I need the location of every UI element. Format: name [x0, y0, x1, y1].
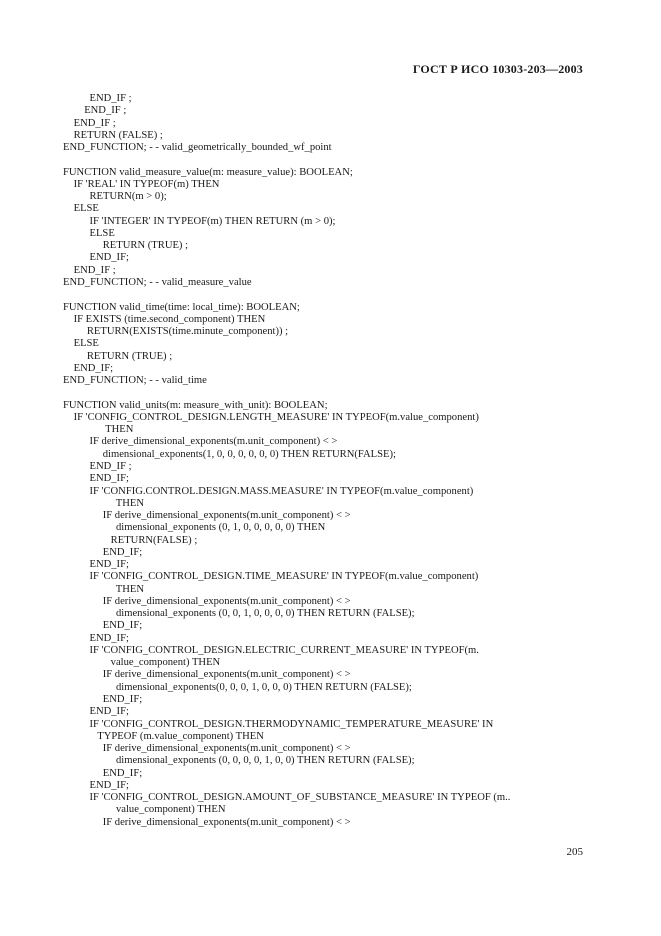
page-number: 205 [566, 846, 583, 858]
code-line: END_IF; [63, 706, 129, 718]
code-line: ELSE [63, 227, 115, 239]
code-line: RETURN(FALSE) ; [63, 534, 198, 546]
code-line: RETURN (FALSE) ; [63, 129, 163, 141]
standard-header: ГОСТ Р ИСО 10303-203—2003 [412, 62, 583, 76]
code-line: IF 'INTEGER' IN TYPEOF(m) THEN RETURN (m > 0); [63, 215, 336, 227]
code-line: END_IF; [63, 362, 114, 374]
code-line: END_FUNCTION; - - valid_measure_value [63, 276, 252, 288]
code-line: END_FUNCTION; - - valid_time [63, 375, 207, 387]
code-line: RETURN(EXISTS(time.minute_component)) ; [63, 326, 289, 338]
code-line: END_IF; [63, 694, 143, 706]
code-line: FUNCTION valid_time(time: local_time): BOOLEAN; [63, 301, 300, 313]
code-line: IF derive_dimensional_exponents(m.unit_component) < > [63, 510, 351, 522]
code-line: END_IF; [63, 473, 129, 485]
code-line [63, 154, 603, 166]
code-line: END_IF ; [63, 117, 116, 129]
code-line: ELSE [63, 203, 99, 215]
code-line: END_IF; [63, 546, 143, 558]
code-line: END_IF; [63, 559, 129, 571]
code-line: RETURN(m > 0); [63, 191, 167, 203]
code-line: THEN [63, 497, 145, 509]
code-line: IF derive_dimensional_exponents(m.unit_component) < > [63, 436, 338, 448]
code-line: dimensional_exponents(0, 0, 0, 1, 0, 0, 0) THEN RETURN (FALSE); [63, 681, 412, 693]
code-line: IF 'REAL' IN TYPEOF(m) THEN [63, 178, 220, 190]
code-line: IF derive_dimensional_exponents(m.unit_component) < > [63, 595, 351, 607]
code-line: IF 'CONFIG_CONTROL_DESIGN.THERMODYNAMIC_TEMPERATURE_MEASURE' IN [63, 718, 494, 730]
code-line: value_component) THEN [63, 657, 221, 669]
code-line: IF derive_dimensional_exponents(m.unit_component) < > [63, 669, 351, 681]
express-code-listing [63, 93, 603, 829]
code-line: ELSE [63, 338, 99, 350]
code-line: END_FUNCTION; - - valid_geometrically_bounded_wf_point [63, 142, 332, 154]
code-line: TYPEOF (m.value_component) THEN [63, 730, 264, 742]
code-line: END_IF; [63, 632, 129, 644]
code-line: END_IF ; [63, 105, 127, 117]
code-line: IF EXISTS (time.second_component) THEN [63, 313, 266, 325]
code-line: value_component) THEN [63, 804, 226, 816]
code-line: END_IF ; [63, 460, 132, 472]
code-line: FUNCTION valid_measure_value(m: measure_value): BOOLEAN; [63, 166, 353, 178]
code-line: END_IF ; [63, 93, 132, 104]
code-line: dimensional_exponents (0, 0, 0, 0, 1, 0, 0) THEN RETURN (FALSE); [63, 755, 415, 767]
code-line: END_IF ; [63, 264, 116, 276]
code-line: END_IF; [63, 620, 143, 632]
code-line: IF 'CONFIG.CONTROL.DESIGN.MASS.MEASURE' IN TYPEOF(m.value_component) [63, 485, 474, 497]
code-line: FUNCTION valid_units(m: measure_with_unit): BOOLEAN; [63, 399, 328, 411]
code-line: dimensional_exponents (0, 1, 0, 0, 0, 0, 0) THEN [63, 522, 326, 534]
code-line: END_IF; [63, 252, 129, 264]
code-line: IF 'CONFIG_CONTROL_DESIGN.AMOUNT_OF_SUBSTANCE_MEASURE' IN TYPEOF (m.. [63, 792, 511, 804]
code-line: IF 'CONFIG_CONTROL_DESIGN.LENGTH_MEASURE' IN TYPEOF(m.value_component) [63, 411, 479, 423]
code-line: RETURN (TRUE) ; [63, 350, 173, 362]
code-line: IF derive_dimensional_exponents(m.unit_component) < > [63, 816, 351, 828]
code-line: THEN [63, 583, 145, 595]
code-line: IF derive_dimensional_exponents(m.unit_component) < > [63, 743, 351, 755]
code-line: IF 'CONFIG_CONTROL_DESIGN.TIME_MEASURE' IN TYPEOF(m.value_component) [63, 571, 479, 583]
code-line: THEN [63, 424, 134, 436]
code-line: END_IF; [63, 779, 129, 791]
code-line: dimensional_exponents(1, 0, 0, 0, 0, 0, 0) THEN RETURN(FALSE); [63, 448, 396, 460]
code-line [63, 387, 603, 399]
code-line: dimensional_exponents (0, 0, 1, 0, 0, 0, 0) THEN RETURN (FALSE); [63, 608, 415, 620]
code-line: END_IF; [63, 767, 143, 779]
code-line: IF 'CONFIG_CONTROL_DESIGN.ELECTRIC_CURRENT_MEASURE' IN TYPEOF(m. [63, 644, 479, 656]
code-line: RETURN (TRUE) ; [63, 240, 189, 252]
code-line [63, 289, 603, 301]
